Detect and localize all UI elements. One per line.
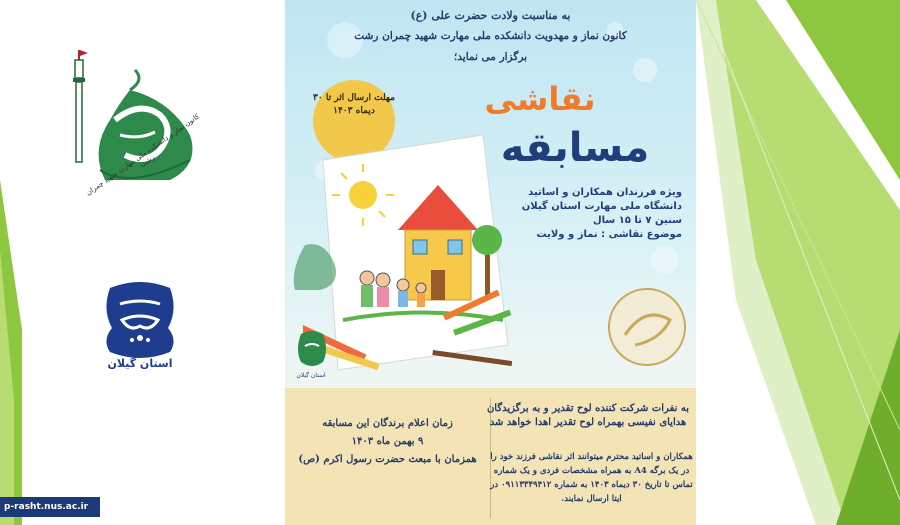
announcement-occasion: همزمان با مبعث حضرت رسول اکرم (ص): [298, 454, 477, 465]
right-green-decor: [696, 0, 900, 525]
university-line: دانشگاه ملی مهارت استان گیلان: [521, 201, 682, 212]
calligraphy-emblem-icon: [605, 285, 690, 370]
deadline-text: مهلت ارسال اثر تا ۳۰ دیماه ۱۴۰۳: [313, 93, 395, 116]
poster-header-organizer: کانون نماز و مهدویت دانشکده ملی مهارت شهید چمران رشت: [354, 30, 627, 42]
topic-line: موضوع نقاشی : نماز و ولایت: [536, 229, 682, 240]
poster-faded-logo-icon: [285, 235, 345, 295]
site-url-badge[interactable]: p-rasht.nus.ac.ir: [0, 497, 100, 517]
center-logo-caption: کانون نماز و دانشکده ملی مهارت شهید چمران رشت: [84, 112, 201, 198]
prize-text: به نفرات شرکت کننده لوح تقدیر و به برگزیدگان هدایای نفیسی بهمراه لوح تقدیر اهدا خواهد شد: [486, 403, 690, 428]
poster-title-competition: مسابقه: [500, 125, 650, 171]
announcement-block: [285, 415, 490, 469]
eligibility-line: ویژه فرزندان همکاران و اساتید: [528, 187, 682, 198]
age-range-line: سنین ۷ تا ۱۵ سال: [592, 215, 682, 226]
poster-small-logo-caption: استان گیلان: [296, 372, 326, 379]
announcement-title: زمان اعلام برندگان این مسابقه: [322, 418, 453, 429]
left-green-stripe: [0, 0, 22, 525]
announcement-date: ۹ بهمن ماه ۱۴۰۳: [351, 436, 424, 447]
poster-header-occasion: به مناسبت ولادت حضرت علی (ع): [410, 9, 571, 22]
poster-title-painting: نقاشی: [484, 80, 596, 118]
poster-small-logo-icon: [293, 330, 331, 370]
submission-instructions: همکاران و اساتید محترم میتوانند اثر نقاشی فرزند خود را در یک برگه A4 به همراه مشخصات فردی و یک شماره تماس تا تاریخ ۳۰ دیماه ۱۴۰۳ به شماره ۰۹۱۱۳۳۴۹۴۱۲ در ایتا ارسال نمایند.: [490, 452, 693, 504]
poster-header-holds: برگزار می نماید؛: [453, 51, 528, 63]
competition-poster: [285, 0, 696, 525]
skills-logo-caption: استان گیلان: [107, 357, 173, 370]
